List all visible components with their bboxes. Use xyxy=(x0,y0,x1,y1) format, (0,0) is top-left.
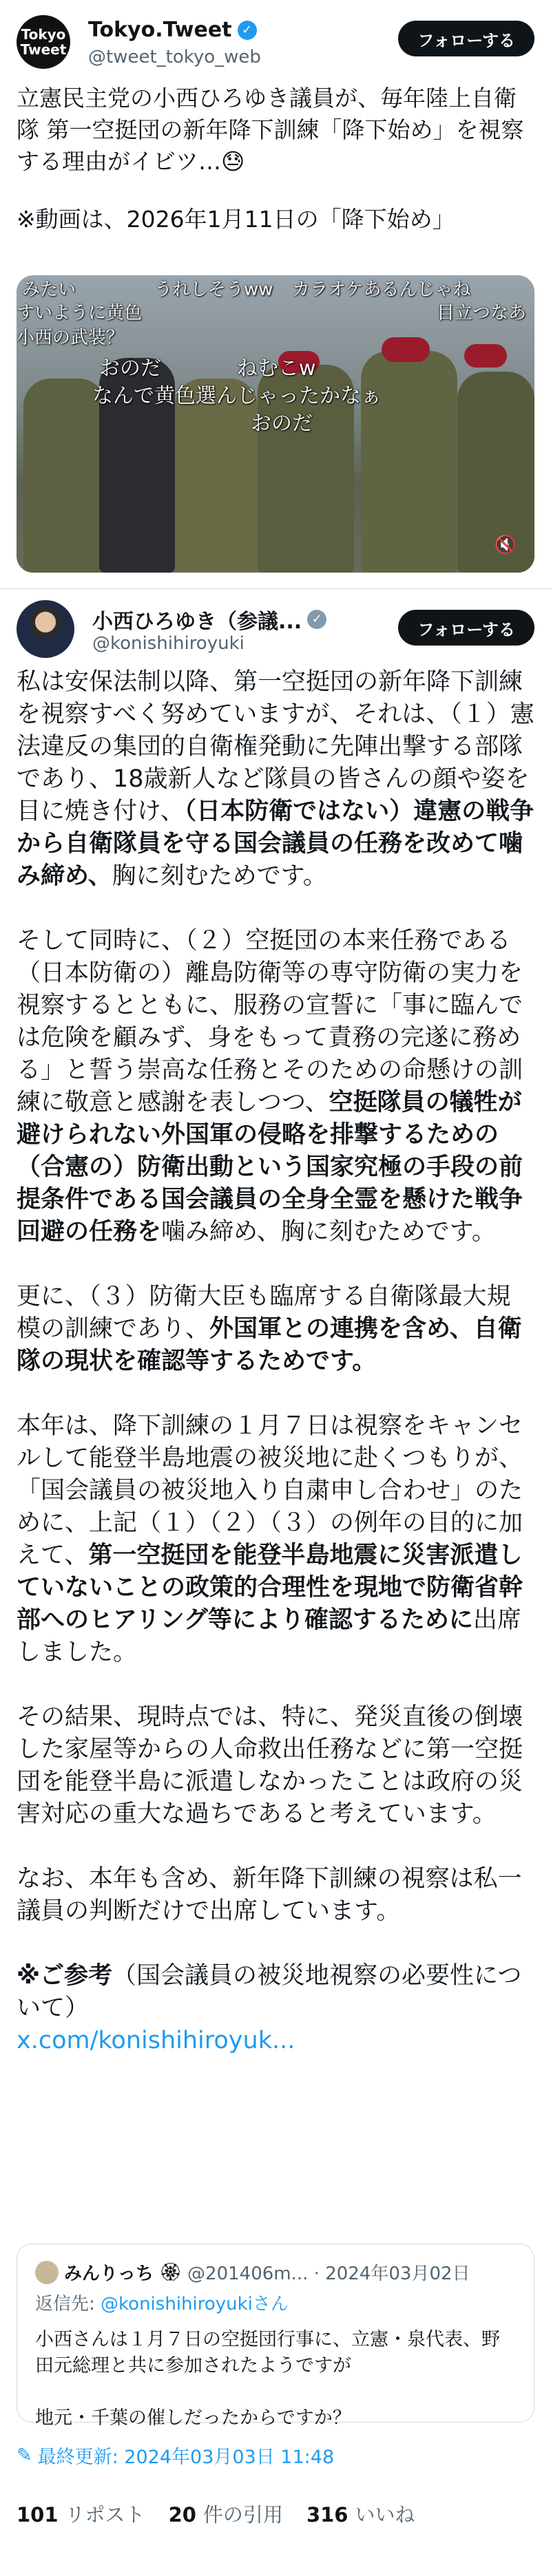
red-beret xyxy=(382,337,430,362)
verified-badge-icon: ✓ xyxy=(238,21,257,40)
text-run: そして同時に、（２）空挺団の本来任務である（日本防衛の）離島防衛等の専守防衛の実力を視察するとともに、服務の宣誓に「事に臨んでは危険を顧みず、身をもって責務の完遂に務める」と誓う崇高な任務とそのための命懸けの訓練に敬意と感謝を表しつつ、 xyxy=(17,927,523,1116)
paragraph-1 xyxy=(17,666,534,893)
tweet2-header xyxy=(17,597,534,659)
video-caption: カラオケあるんじゃね xyxy=(292,279,471,300)
follow-button[interactable]: フォローする xyxy=(398,21,534,56)
user-name-text: Tokyo.Tweet xyxy=(88,18,232,42)
tweet1-text xyxy=(17,83,534,262)
user-name-text: 小西ひろゆき（参議... xyxy=(92,610,302,634)
quote-reply-to xyxy=(35,2290,289,2315)
divider xyxy=(0,588,551,589)
stat-number: 101 xyxy=(17,2503,59,2526)
text-run: 更に、（３）防衛大臣も臨席する自衛隊最大規模の訓練であり、 xyxy=(17,1283,511,1343)
paragraph-4 xyxy=(17,1410,534,1669)
paragraph-6: なお、本年も含め、新年降下訓練の視察は私一議員の判断だけで出席しています。 xyxy=(17,1865,522,1925)
paragraph-5: その結果、現時点では、特に、発災直後の倒壊した家屋等からの人命救出任務などに第一空挺団を能登半島に派遣しなかったことは政府の災害対応の重大な過ちであると考えています。 xyxy=(17,1703,523,1828)
stat-label: リポスト xyxy=(65,2503,145,2526)
tokyo-tweet-logo[interactable]: Tokyo Tweet xyxy=(17,15,70,69)
red-beret xyxy=(464,344,507,368)
like-count[interactable] xyxy=(306,2500,415,2528)
tweet1-header xyxy=(17,15,534,70)
video-caption: おのだ xyxy=(99,356,161,381)
paragraph-3 xyxy=(17,1281,534,1378)
video-caption: 小西の武装？ xyxy=(17,328,125,348)
engagement-stats xyxy=(17,2500,415,2528)
last-updated-text: 最終更新: 2024年03月03日 11:48 xyxy=(37,2447,335,2468)
quote-avatar xyxy=(35,2261,59,2284)
quote-text xyxy=(35,2327,517,2431)
quote-user-name: みんりっち xyxy=(64,2264,154,2284)
reference xyxy=(17,1960,534,2057)
text-run-bold: 空挺隊員の犠牲が避けられない外国軍の侵略を排撃するための（合憲の）防衛出動という国家究極の手段の前提条件である国会議員の全身全霊を懸けた戦争回避の任務を xyxy=(17,1089,523,1246)
user-name[interactable] xyxy=(92,604,326,635)
quote-line: 地元・千葉の催しだったからですか？ xyxy=(35,2407,351,2429)
video-caption: うれしそうww xyxy=(154,279,273,300)
quote-user-emoji: 🏵 xyxy=(159,2261,183,2283)
video-caption: すいように黄色 xyxy=(17,303,143,323)
text-run: 私は安保法制以降、第一空挺団の新年降下訓練を視察すべく努めていますが、それは、（１）憲法違反の集団的自衛権発動に先陣出撃する部隊であり、18歳新人など隊員の皆さんの顔や姿を目に焼き付け、 xyxy=(17,668,534,825)
text-run: 噛み締め、胸に刻むためです。 xyxy=(161,1218,496,1246)
quote-count[interactable] xyxy=(169,2500,283,2528)
stat-label: 件の引用 xyxy=(202,2503,283,2526)
video-caption: ねむこw xyxy=(237,356,316,381)
video-caption: おのだ xyxy=(251,412,313,436)
text-run: 出席しました。 xyxy=(17,1606,521,1666)
user-handle[interactable]: @tweet_tokyo_web xyxy=(88,47,261,67)
user-handle[interactable]: @konishihiroyuki xyxy=(92,633,245,654)
text-run-bold: 外国軍との連携を含め、自衛隊の現状を確認等するためです。 xyxy=(17,1315,522,1375)
reference-text: （国会議員の被災地視察の必要性について） xyxy=(17,1962,522,2022)
follow-button[interactable]: フォローする xyxy=(398,610,534,646)
video-caption: みたい xyxy=(22,279,76,300)
text-run-bold: 第一空挺団を能登半島地震に災害派遣していないことの政策的合理性を現地で防衛省幹部へのヒアリング等により確認するために xyxy=(17,1542,523,1634)
quoted-tweet[interactable] xyxy=(17,2244,534,2429)
reply-handle-link[interactable]: @konishihiroyukiさん xyxy=(101,2294,289,2314)
text-run: 胸に刻むためです。 xyxy=(112,862,327,890)
reference-label: ※ご参考 xyxy=(17,1962,113,1990)
reference-link[interactable]: x.com/konishihiroyuk... xyxy=(17,2027,295,2054)
last-updated[interactable] xyxy=(17,2442,334,2469)
text-run-bold: （日本防衛ではない）違憲の戦争から自衛隊員を守る国会議員の任務を改めて噛み締め、 xyxy=(17,798,534,890)
edit-pencil-icon: ✎ xyxy=(17,2445,32,2466)
stat-number: 20 xyxy=(168,2503,196,2526)
mute-icon[interactable]: 🔇 xyxy=(494,535,517,555)
paragraph-2 xyxy=(17,925,534,1248)
repost-count[interactable] xyxy=(17,2500,145,2528)
quote-line: 小西さんは１月７日の空挺団行事に、立憲・泉代表、野田元総理と共に参加されたようですが xyxy=(35,2329,500,2376)
tweet2-text xyxy=(17,666,534,2057)
reply-label: 返信先: xyxy=(35,2294,101,2314)
stat-number: 316 xyxy=(306,2503,349,2526)
video-player[interactable] xyxy=(17,275,534,573)
video-caption: なんで黄色選んじゃったかなぁ xyxy=(92,384,382,408)
user-name[interactable] xyxy=(88,18,257,42)
tweet1-note: ※動画は、2026年1月11日の「降下始め」 xyxy=(17,206,455,233)
verified-badge-icon: ✓ xyxy=(307,610,326,629)
quote-header xyxy=(35,2259,470,2285)
video-caption: 目立つなあ xyxy=(437,303,527,323)
stat-label: いいね xyxy=(355,2503,415,2526)
quote-handle-time: @201406m... · 2024年03月02日 xyxy=(187,2264,470,2284)
text-run: 本年は、降下訓練の１月７日は視察をキャンセルして能登半島地震の被災地に赴くつもりが、「国会議員の被災地入り自粛申し合わせ」のために、上記（１）（２）（３）の例年の目的に加えて、 xyxy=(17,1412,523,1569)
avatar[interactable] xyxy=(17,600,74,658)
tweet1-main-text: 立憲民主党の小西ひろゆき議員が、毎年陸上自衛隊 第一空挺団の新年降下訓練「降下始め」を視察する理由がイビツ…😓 xyxy=(17,85,524,175)
